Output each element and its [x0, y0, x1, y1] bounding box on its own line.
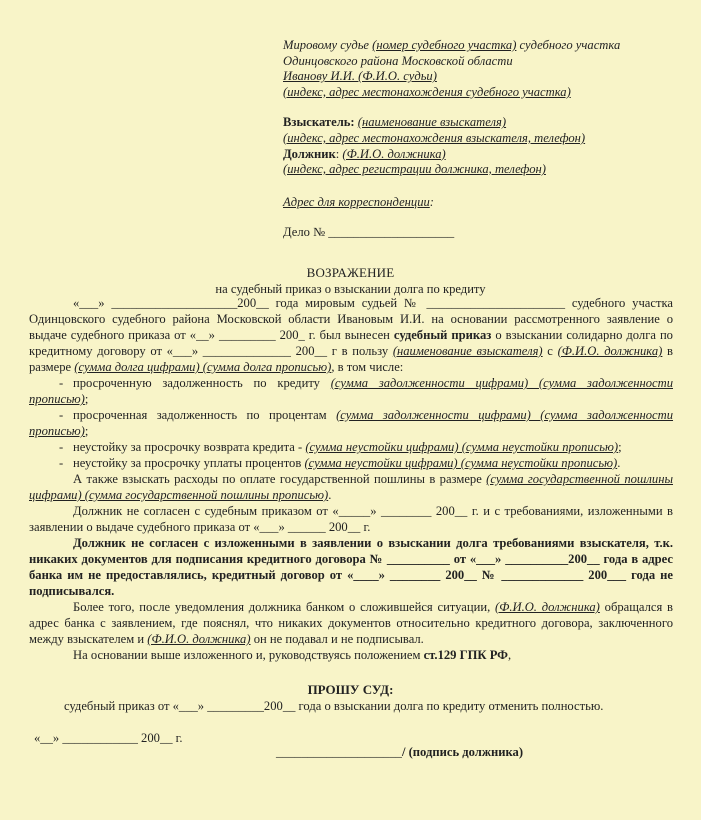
paragraph-notification: Более того, после уведомления должника банком о сложившейся ситуации, (Ф.И.О. должника) обращался в адрес банка с заявлением, где пояснял, что никаких документов относительно кредитного договора, заключенного между взыскателем и (Ф.И.О. должника) он не подавал и не подписывал.: [29, 600, 673, 646]
request-heading: ПРОШУ СУД:: [307, 682, 394, 697]
document-body: [29, 295, 673, 663]
request-text: судебный приказ от «___» _________200__ года о взыскании долга по кредиту отменить полностью.: [64, 699, 604, 713]
document-subtitle: на судебный приказ о взыскании долга по кредиту: [215, 282, 486, 296]
signature-line: ____________________/ (подпись должника): [276, 745, 524, 759]
correspondence-address: Адрес для корреспонденции:: [283, 194, 434, 209]
claimant-placeholder: (наименование взыскателя): [357, 115, 507, 130]
document-title: ВОЗРАЖЕНИЕ: [306, 265, 395, 280]
debtor-address: (индекс, адрес регистрации должника, телефон): [283, 162, 546, 177]
signature-label: / (подпись должника): [401, 745, 524, 759]
paragraph-duty: А также взыскать расходы по оплате государственной пошлины в размере (сумма государственной пошлины цифрами) (сумма государственной пошлины прописью).: [29, 472, 673, 502]
date-line: «__» ____________ 200__ г.: [34, 731, 183, 745]
debtor-line: Должник: (Ф.И.О. должника): [283, 146, 446, 161]
addressee-judge-name: Иванову И.И. (Ф.И.О. судьи): [283, 69, 437, 84]
claimant-label: Взыскатель:: [283, 115, 355, 130]
paragraph-disagree: Должник не согласен с судебным приказом от «_____» ________ 200__ г. и с требованиями, изложенными в заявлении о выдаче судебного приказа от «___» ______ 200__ г.: [29, 504, 673, 534]
list-item-principal: - просроченную задолженность по кредиту (сумма задолженности цифрами) (сумма задолженности прописью);: [29, 376, 673, 406]
debtor-placeholder: (Ф.И.О. должника): [342, 146, 446, 161]
judicial-district-placeholder: (номер судебного участка): [372, 38, 517, 52]
debtor-label: Должник: [283, 146, 336, 161]
paragraph-disagree-bold: Должник не согласен с изложенными в заявлении о взыскании долга требованиями взыскателя, т.к. никаких документов для подписания кредитного договора № __________ от «___» __________200__ года в адрес банка им не предоставлялись, кредитный договор от «____» ________ 200__ № _____________ 200___ года не подписывался.: [29, 536, 673, 598]
case-number: Дело № ____________________: [283, 225, 455, 240]
addressee-judge-line: Мировому судье (номер судебного участка) судебного участка: [283, 38, 621, 52]
paragraph-order: «___» ____________________200__ года мировым судьей № ______________________ судебного участка Одинцовского судебного района Московской области Ивановым И.И. на основании рассмотренного заявление о выдаче судебного приказа от «__» _________ 200_ г. был вынесен судебный приказ о взыскании солидарно долга по кредитному договору от «___» ______________ 200__ г в пользу (наименование взыскателя) с (Ф.И.О. должника) в размере (сумма долга цифрами) (сумма долга прописью), в том числе:: [29, 296, 673, 374]
list-item-interest: - просроченная задолженность по процентам (сумма задолженности цифрами) (сумма задолженности прописью);: [29, 408, 674, 438]
paragraph-legal-basis: На основании выше изложенного и, руководствуясь положением ст.129 ГПК РФ,: [73, 648, 512, 662]
claimant-address: (индекс, адрес местонахождения взыскателя, телефон): [283, 130, 586, 145]
claimant-line: [283, 115, 683, 131]
addressee-region: Одинцовского района Московской области: [283, 53, 513, 68]
list-item-penalty-principal: - неустойку за просрочку возврата кредита - (сумма неустойки цифрами) (сумма неустойки прописью);: [59, 440, 622, 454]
addressee-court-address: (индекс, адрес местонахождения судебного участка): [283, 84, 571, 99]
addressee-block: [283, 38, 683, 241]
list-item-penalty-interest: - неустойку за просрочку уплаты процентов (сумма неустойки цифрами) (сумма неустойки прописью).: [59, 456, 621, 470]
